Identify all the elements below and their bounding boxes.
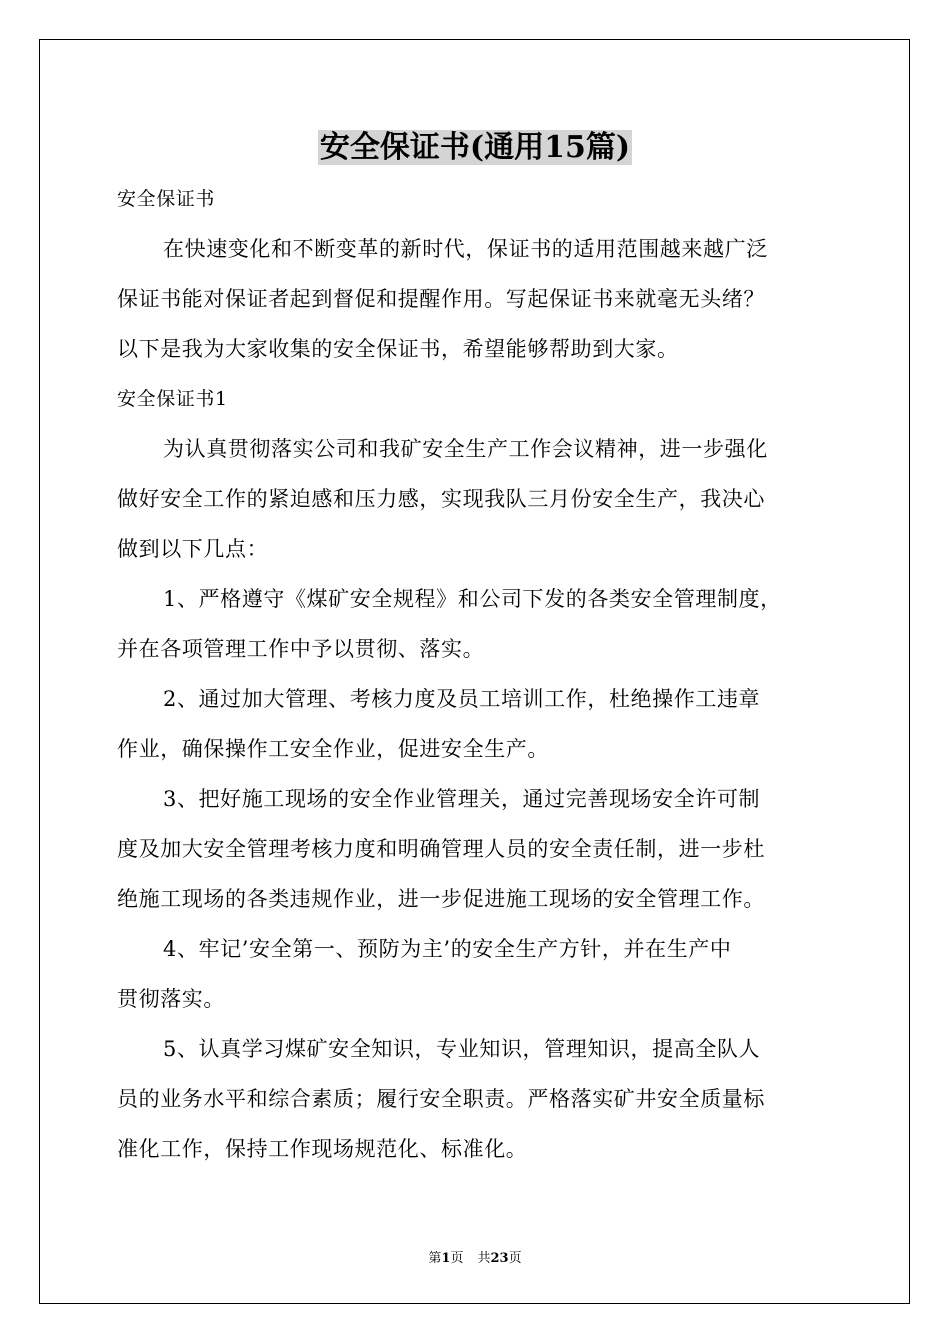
total-prefix: 共 xyxy=(477,1251,491,1266)
page-prefix: 第 xyxy=(428,1251,442,1266)
page-footer xyxy=(0,1247,950,1266)
text-line: 1、严格遵守《煤矿安全规程》和公司下发的各类安全管理制度， xyxy=(163,587,782,611)
text-line: 做到以下几点： xyxy=(117,537,269,561)
text-line: 5、认真学习煤矿安全知识，专业知识，管理知识，提高全队人 xyxy=(163,1037,761,1061)
text-line: 保证书能对保证者起到督促和提醒作用。写起保证书来就毫无头绪？ xyxy=(117,287,765,311)
text-line: 2、通过加大管理、考核力度及员工培训工作，杜绝操作工违章 xyxy=(163,687,761,711)
text-line: 并在各项管理工作中予以贯彻、落实。 xyxy=(117,637,485,661)
text-line: 员的业务水平和综合素质；履行安全职责。严格落实矿井安全质量标 xyxy=(117,1087,765,1111)
text-line: 做好安全工作的紧迫感和压力感，实现我队三月份安全生产，我决心 xyxy=(117,487,765,511)
text-line: 作业，确保操作工安全作业，促进安全生产。 xyxy=(117,737,549,761)
document-title xyxy=(0,128,950,168)
text-line: 准化工作，保持工作现场规范化、标准化。 xyxy=(117,1137,528,1161)
text-line: 贯彻落实。 xyxy=(117,987,225,1011)
text-line: 为认真贯彻落实公司和我矿安全生产工作会议精神，进一步强化 xyxy=(163,437,768,461)
section-heading: 安全保证书 xyxy=(117,188,216,210)
section-heading: 安全保证书1 xyxy=(117,388,228,410)
current-page-number: 1 xyxy=(441,1251,451,1266)
document-title-text: 安全保证书(通用15篇) xyxy=(319,130,631,165)
text-line: 4、牢记’安全第一、预防为主’的安全生产方针，并在生产中 xyxy=(163,937,732,961)
text-line: 绝施工现场的各类违规作业，进一步促进施工现场的安全管理工作。 xyxy=(117,887,765,911)
text-line: 3、把好施工现场的安全作业管理关，通过完善现场安全许可制 xyxy=(163,787,761,811)
page-suffix: 页 xyxy=(450,1251,464,1266)
text-line: 度及加大安全管理考核力度和明确管理人员的安全责任制，进一步杜 xyxy=(117,837,765,861)
total-page-count: 23 xyxy=(490,1251,509,1266)
document-body xyxy=(117,180,837,1180)
text-line: 以下是我为大家收集的安全保证书，希望能够帮助到大家。 xyxy=(117,337,679,361)
total-suffix: 页 xyxy=(508,1251,522,1266)
text-line: 在快速变化和不断变革的新时代，保证书的适用范围越来越广泛 xyxy=(163,237,768,261)
